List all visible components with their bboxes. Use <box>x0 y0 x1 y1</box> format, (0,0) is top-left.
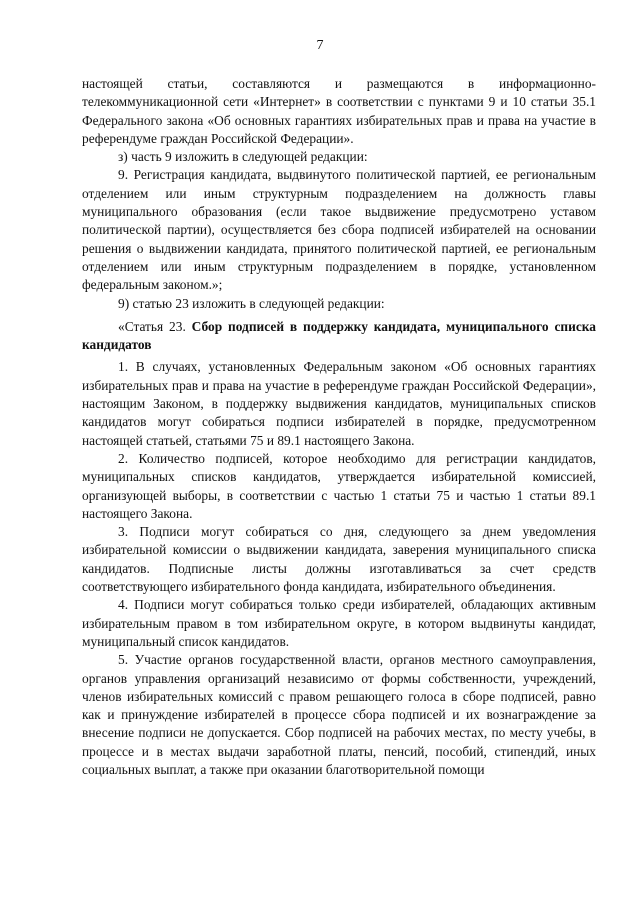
paragraph-continuation: настоящей статьи, составляются и размещаются в информационно-телекоммуникационной сети «Интернет» в соответствии с пунктами 9 и 10 статьи 35.1 Федерального закона «Об основных гарантиях избирательных прав и права на участие в референдуме граждан Российской Федерации». <box>82 76 596 146</box>
article-23-title: Сбор подписей в поддержку кандидата, муниципального списка кандидатов <box>82 318 596 353</box>
article-23-part-5: 5. Участие органов государственной власти, органов местного самоуправления, органов управления организаций независимо от формы собственности, учреждений, членов избирательных комиссий с правом решающего голоса в сборе подписей, равно как и принуждение избирателей в процессе сбора подписей и их вознаграждение за внесение подписи не допускается. Сбор подписей на рабочих местах, по месту учебы, в процессе и в местах выдачи заработной платы, пенсий, пособий, стипендий, иных социальных выплат, а также при оказании благотворительной помощи <box>82 652 596 777</box>
paragraph-part-9: 9. Регистрация кандидата, выдвинутого политической партией, ее региональным отделением или иным структурным подразделением на должность главы муниципального образования (если такое выдвижение предусмотрено уставом политической партии), осуществляется без сбора подписей избирателей на основании решения о выдвижении кандидата, принятого политической партией, ее региональным отделением или иным структурным подразделением в порядке, установленном федеральным законом.»; <box>82 167 596 293</box>
article-23-part-4: 4. Подписи могут собираться только среди избирателей, обладающих активным избирательным правом в том избирательном округе, в котором выдвинуты кандидат, муниципальный список кандидатов. <box>82 597 596 649</box>
page-number: 7 <box>316 38 324 53</box>
article-23-part-2: 2. Количество подписей, которое необходимо для регистрации кандидатов, муниципальных списков кандидатов, утверждается избирательной комиссией, организующей выборы, в соответствии с частью 1 статьи 75 и частью 1 статьи 89.1 настоящего Закона. <box>82 450 596 521</box>
article-23-prefix: «Статья 23. <box>118 318 192 334</box>
article-23-part-3: 3. Подписи могут собираться со дня, следующего за днем уведомления избирательной комиссии о выдвижении кандидата, заверения муниципального списка кандидатов. Подписные листы должны изготавливаться за счет средств соответствующего избирательного фонда кандидата, избирательного объединения. <box>82 524 596 595</box>
paragraph-amendment-z: з) часть 9 изложить в следующей редакции: <box>118 149 368 165</box>
paragraph-amendment-9: 9) статью 23 изложить в следующей редакции: <box>118 295 385 311</box>
article-23-heading <box>82 318 596 355</box>
article-23-part-1: 1. В случаях, установленных Федеральным законом «Об основных гарантиях избирательных прав и права на участие в референдуме граждан Российской Федерации», настоящим Законом, в поддержку выдвижения кандидатов, муниципальных списков кандидатов могут собираться подписи избирателей в порядке, предусмотренном настоящей статьей, статьями 75 и 89.1 настоящего Закона. <box>82 359 596 448</box>
document-body <box>82 75 596 779</box>
